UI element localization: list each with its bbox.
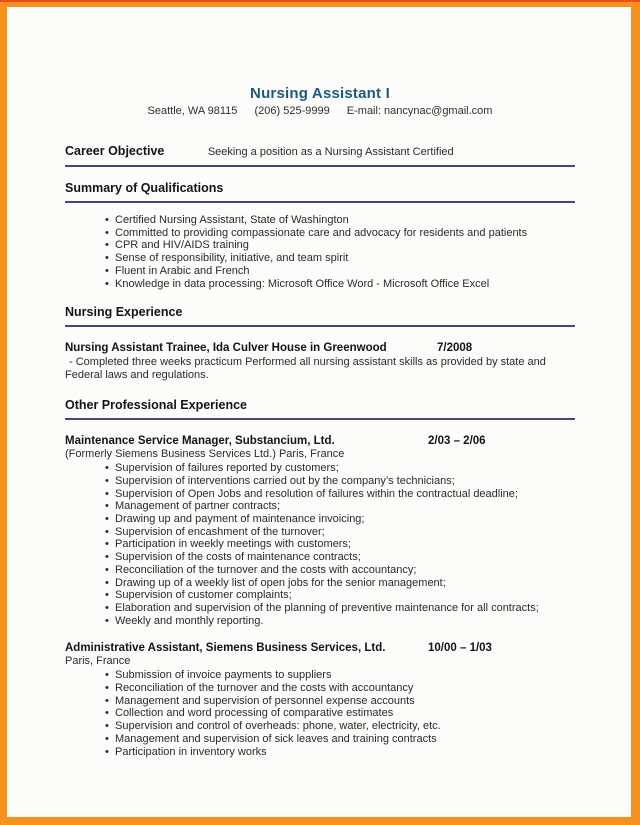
job-bullet: • Supervision and control of overheads: phone, water, electricity, etc.: [65, 720, 575, 733]
job-bullet: • Participation in weekly meetings with customers;: [65, 538, 575, 551]
job-date: 10/00 – 1/03: [428, 642, 492, 655]
summary-bullet: • CPR and HIV/AIDS training: [65, 239, 575, 252]
job-bullet: • Drawing up and payment of maintenance invoicing;: [65, 513, 575, 526]
other-experience-entry: [65, 641, 575, 758]
job-bullet: • Management and supervision of personnel expense accounts: [65, 695, 575, 708]
contact-phone: (206) 525-9999: [254, 105, 330, 117]
job-bullet: • Collection and word processing of comparative estimates: [65, 707, 575, 720]
job-title-row: [65, 434, 575, 448]
section-summary-heading: Summary of Qualifications: [65, 181, 575, 203]
job-bullet: • Supervision of failures reported by customers;: [65, 462, 575, 475]
resume-page: [7, 7, 631, 817]
job-description: - Completed three weeks practicum Performed all nursing assistant skills as provided by state and Federal laws and regulations.: [65, 356, 546, 382]
contact-line: [65, 104, 575, 118]
job-bullet: • Supervision of the costs of maintenance contracts;: [65, 551, 575, 564]
job-bullet-list: [65, 462, 575, 627]
summary-bullet: • Sense of responsibility, initiative, and team spirit: [65, 252, 575, 265]
job-title-row: [65, 641, 575, 655]
job-bullet-list: [65, 669, 575, 758]
contact-location: Seattle, WA 98115: [147, 105, 238, 117]
resume-title: Nursing Assistant I: [250, 85, 390, 102]
nursing-experience-entry: [65, 341, 575, 382]
job-bullet: • Management and supervision of sick leaves and training contracts: [65, 733, 575, 746]
job-bullet: • Management of partner contracts;: [65, 500, 575, 513]
job-bullet: • Supervision of interventions carried out by the company’s technicians;: [65, 475, 575, 488]
job-bullet: • Weekly and monthly reporting.: [65, 615, 575, 628]
section-other-experience-heading: Other Professional Experience: [65, 398, 575, 420]
summary-bullet-list: [65, 214, 575, 290]
summary-bullet: • Fluent in Arabic and French: [65, 265, 575, 278]
resume-header: [65, 85, 575, 118]
job-title-row: [65, 341, 575, 355]
job-date: 7/2008: [437, 342, 473, 355]
summary-bullet: • Certified Nursing Assistant, State of Washington: [65, 214, 575, 227]
other-experience-entry: [65, 434, 575, 627]
job-bullet: • Reconciliation of the turnover and the costs with accountancy: [65, 682, 575, 695]
summary-bullet: • Knowledge in data processing: Microsoft Office Word - Microsoft Office Excel: [65, 278, 575, 291]
job-bullet: • Supervision of Open Jobs and resolution of failures within the contractual deadline;: [65, 488, 575, 501]
job-bullet: • Elaboration and supervision of the planning of preventive maintenance for all contracts;: [65, 602, 575, 615]
job-title: Administrative Assistant, Siemens Business Services, Ltd.: [65, 642, 386, 655]
job-bullet: • Participation in inventory works: [65, 746, 575, 759]
job-bullet: • Submission of invoice payments to suppliers: [65, 669, 575, 682]
contact-email: E-mail: nancynac@gmail.com: [346, 105, 493, 117]
job-bullet: • Drawing up of a weekly list of open jobs for the senior management;: [65, 577, 575, 590]
job-bullet: • Supervision of customer complaints;: [65, 589, 575, 602]
job-date: 2/03 – 2/06: [428, 435, 486, 448]
job-bullet: • Reconciliation of the turnover and the costs with accountancy;: [65, 564, 575, 577]
job-title: Nursing Assistant Trainee, Ida Culver House in Greenwood: [65, 342, 387, 355]
section-career-objective: [65, 144, 575, 167]
section-nursing-experience-heading: Nursing Experience: [65, 305, 575, 327]
career-objective-text: Seeking a position as a Nursing Assistant Certified: [207, 146, 454, 158]
job-subtitle: Paris, France: [65, 655, 131, 668]
summary-bullet: • Committed to providing compassionate care and advocacy for residents and patients: [65, 227, 575, 240]
career-objective-heading: Career Objective: [65, 144, 165, 158]
job-title: Maintenance Service Manager, Substancium, Ltd.: [65, 435, 335, 448]
job-subtitle: (Formerly Siemens Business Services Ltd.) Paris, France: [65, 448, 345, 461]
frame-top-edge: [0, 0, 640, 2]
job-bullet: • Supervision of encashment of the turnover;: [65, 526, 575, 539]
